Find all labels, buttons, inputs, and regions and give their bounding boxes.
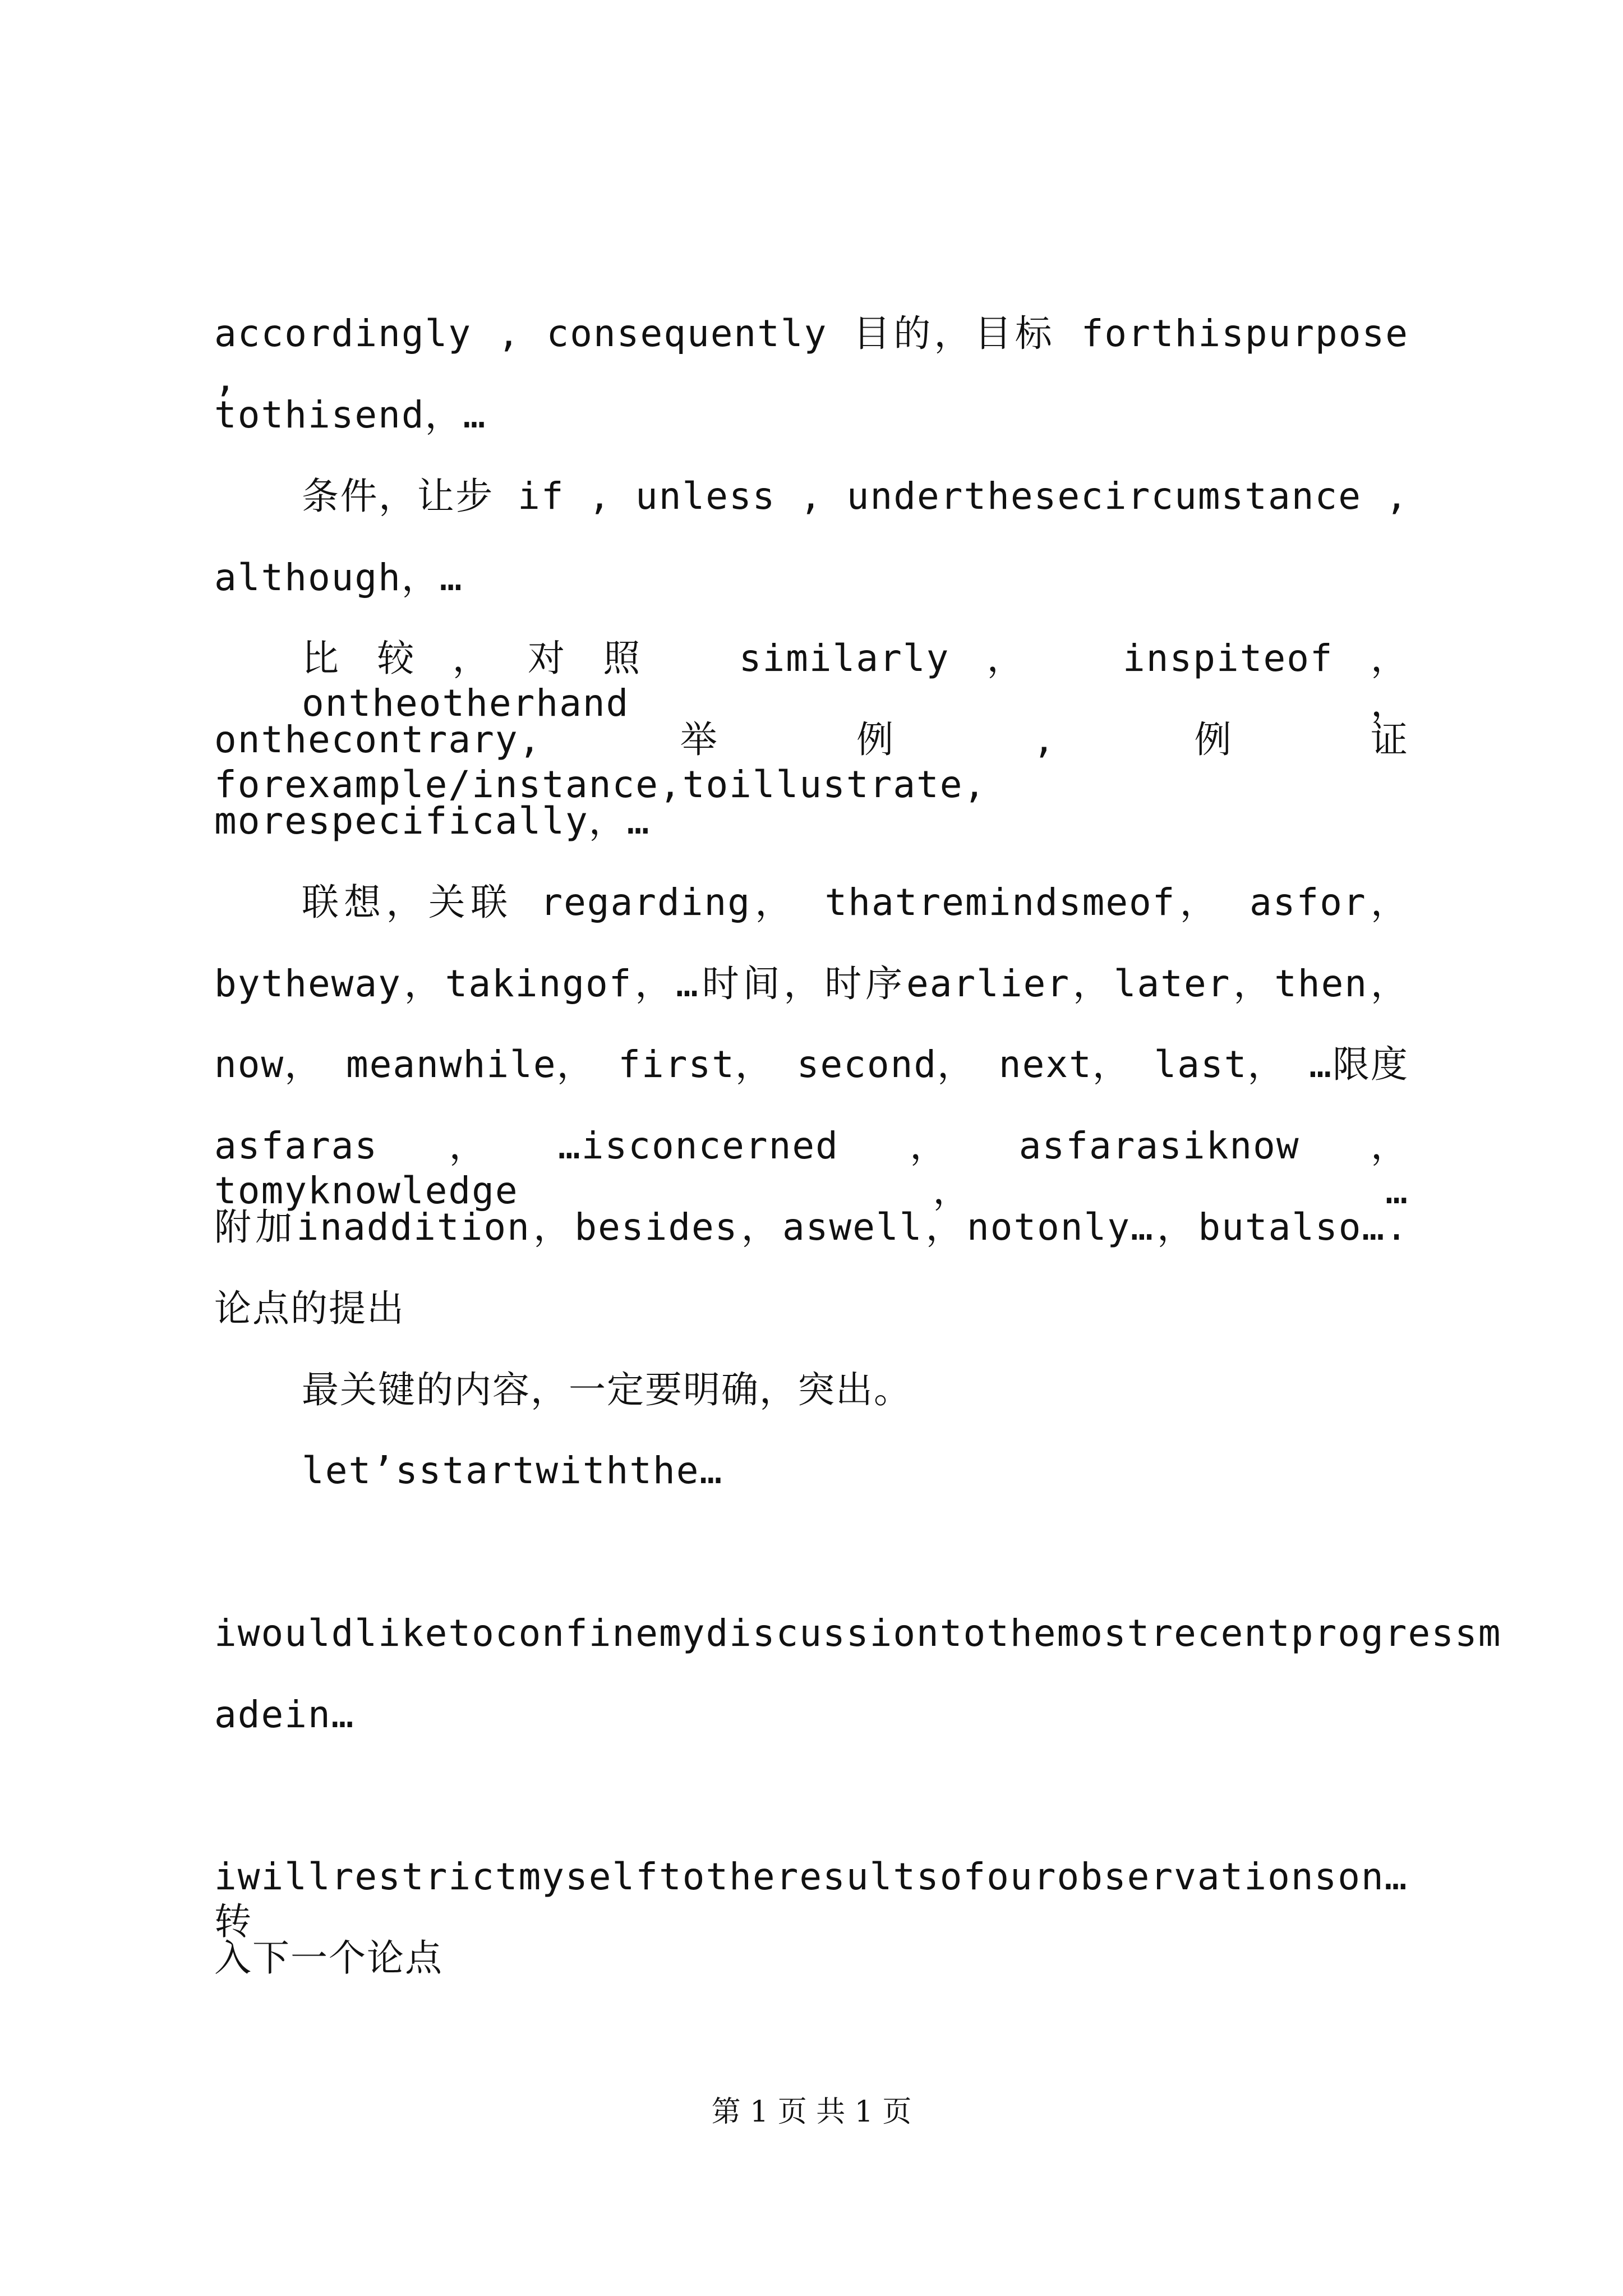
body-line-12: 附加inaddition，besides，aswell，notonly…，butalso…. (214, 1205, 1409, 1249)
body-line-8: 联想，关联 regarding， thatremindsmeof， asfor， (302, 881, 1409, 924)
body-line-9: bytheway，takingof，…时间，时序earlier，later，then， (214, 962, 1409, 1005)
body-line-17: adein… (214, 1693, 355, 1736)
body-line-7: morespecifically，… (214, 799, 651, 843)
body-line-1: accordingly , consequently 目的，目标 forthispurpose , (214, 312, 1409, 400)
body-line-15: let’sstartwiththe… (302, 1449, 723, 1492)
body-line-4: although，… (214, 556, 463, 599)
body-line-10: now， meanwhile， first， second， next， last， …限度 (214, 1043, 1409, 1086)
body-line-16: iwouldliketoconfinemydiscussiontothemostrecentprogressm (214, 1612, 1502, 1655)
body-line-14: 最关键的内容，一定要明确，突出。 (302, 1368, 912, 1411)
body-line-5: 比较，对照 similarly， inspiteof， ontheotherhand， (302, 637, 1409, 725)
body-line-13: 论点的提出 (214, 1287, 405, 1330)
body-line-19: 入下一个论点 (214, 1936, 443, 1980)
body-line-2: tothisend，… (214, 393, 487, 436)
page-footer: 第 1 页 共 1 页 (711, 2095, 912, 2129)
body-line-11: asfaras，…isconcerned，asfarasiknow，tomyknowledge，… (214, 1124, 1409, 1212)
body-line-18: iwillrestrictmyselftotheresultsofourobservationson… 转 (214, 1855, 1408, 1943)
body-line-6: onthecontrary,举例,例证forexample/instance,toillustrate, (214, 718, 1409, 806)
body-line-3: 条件，让步 if , unless , underthesecircumstance , (302, 475, 1409, 518)
